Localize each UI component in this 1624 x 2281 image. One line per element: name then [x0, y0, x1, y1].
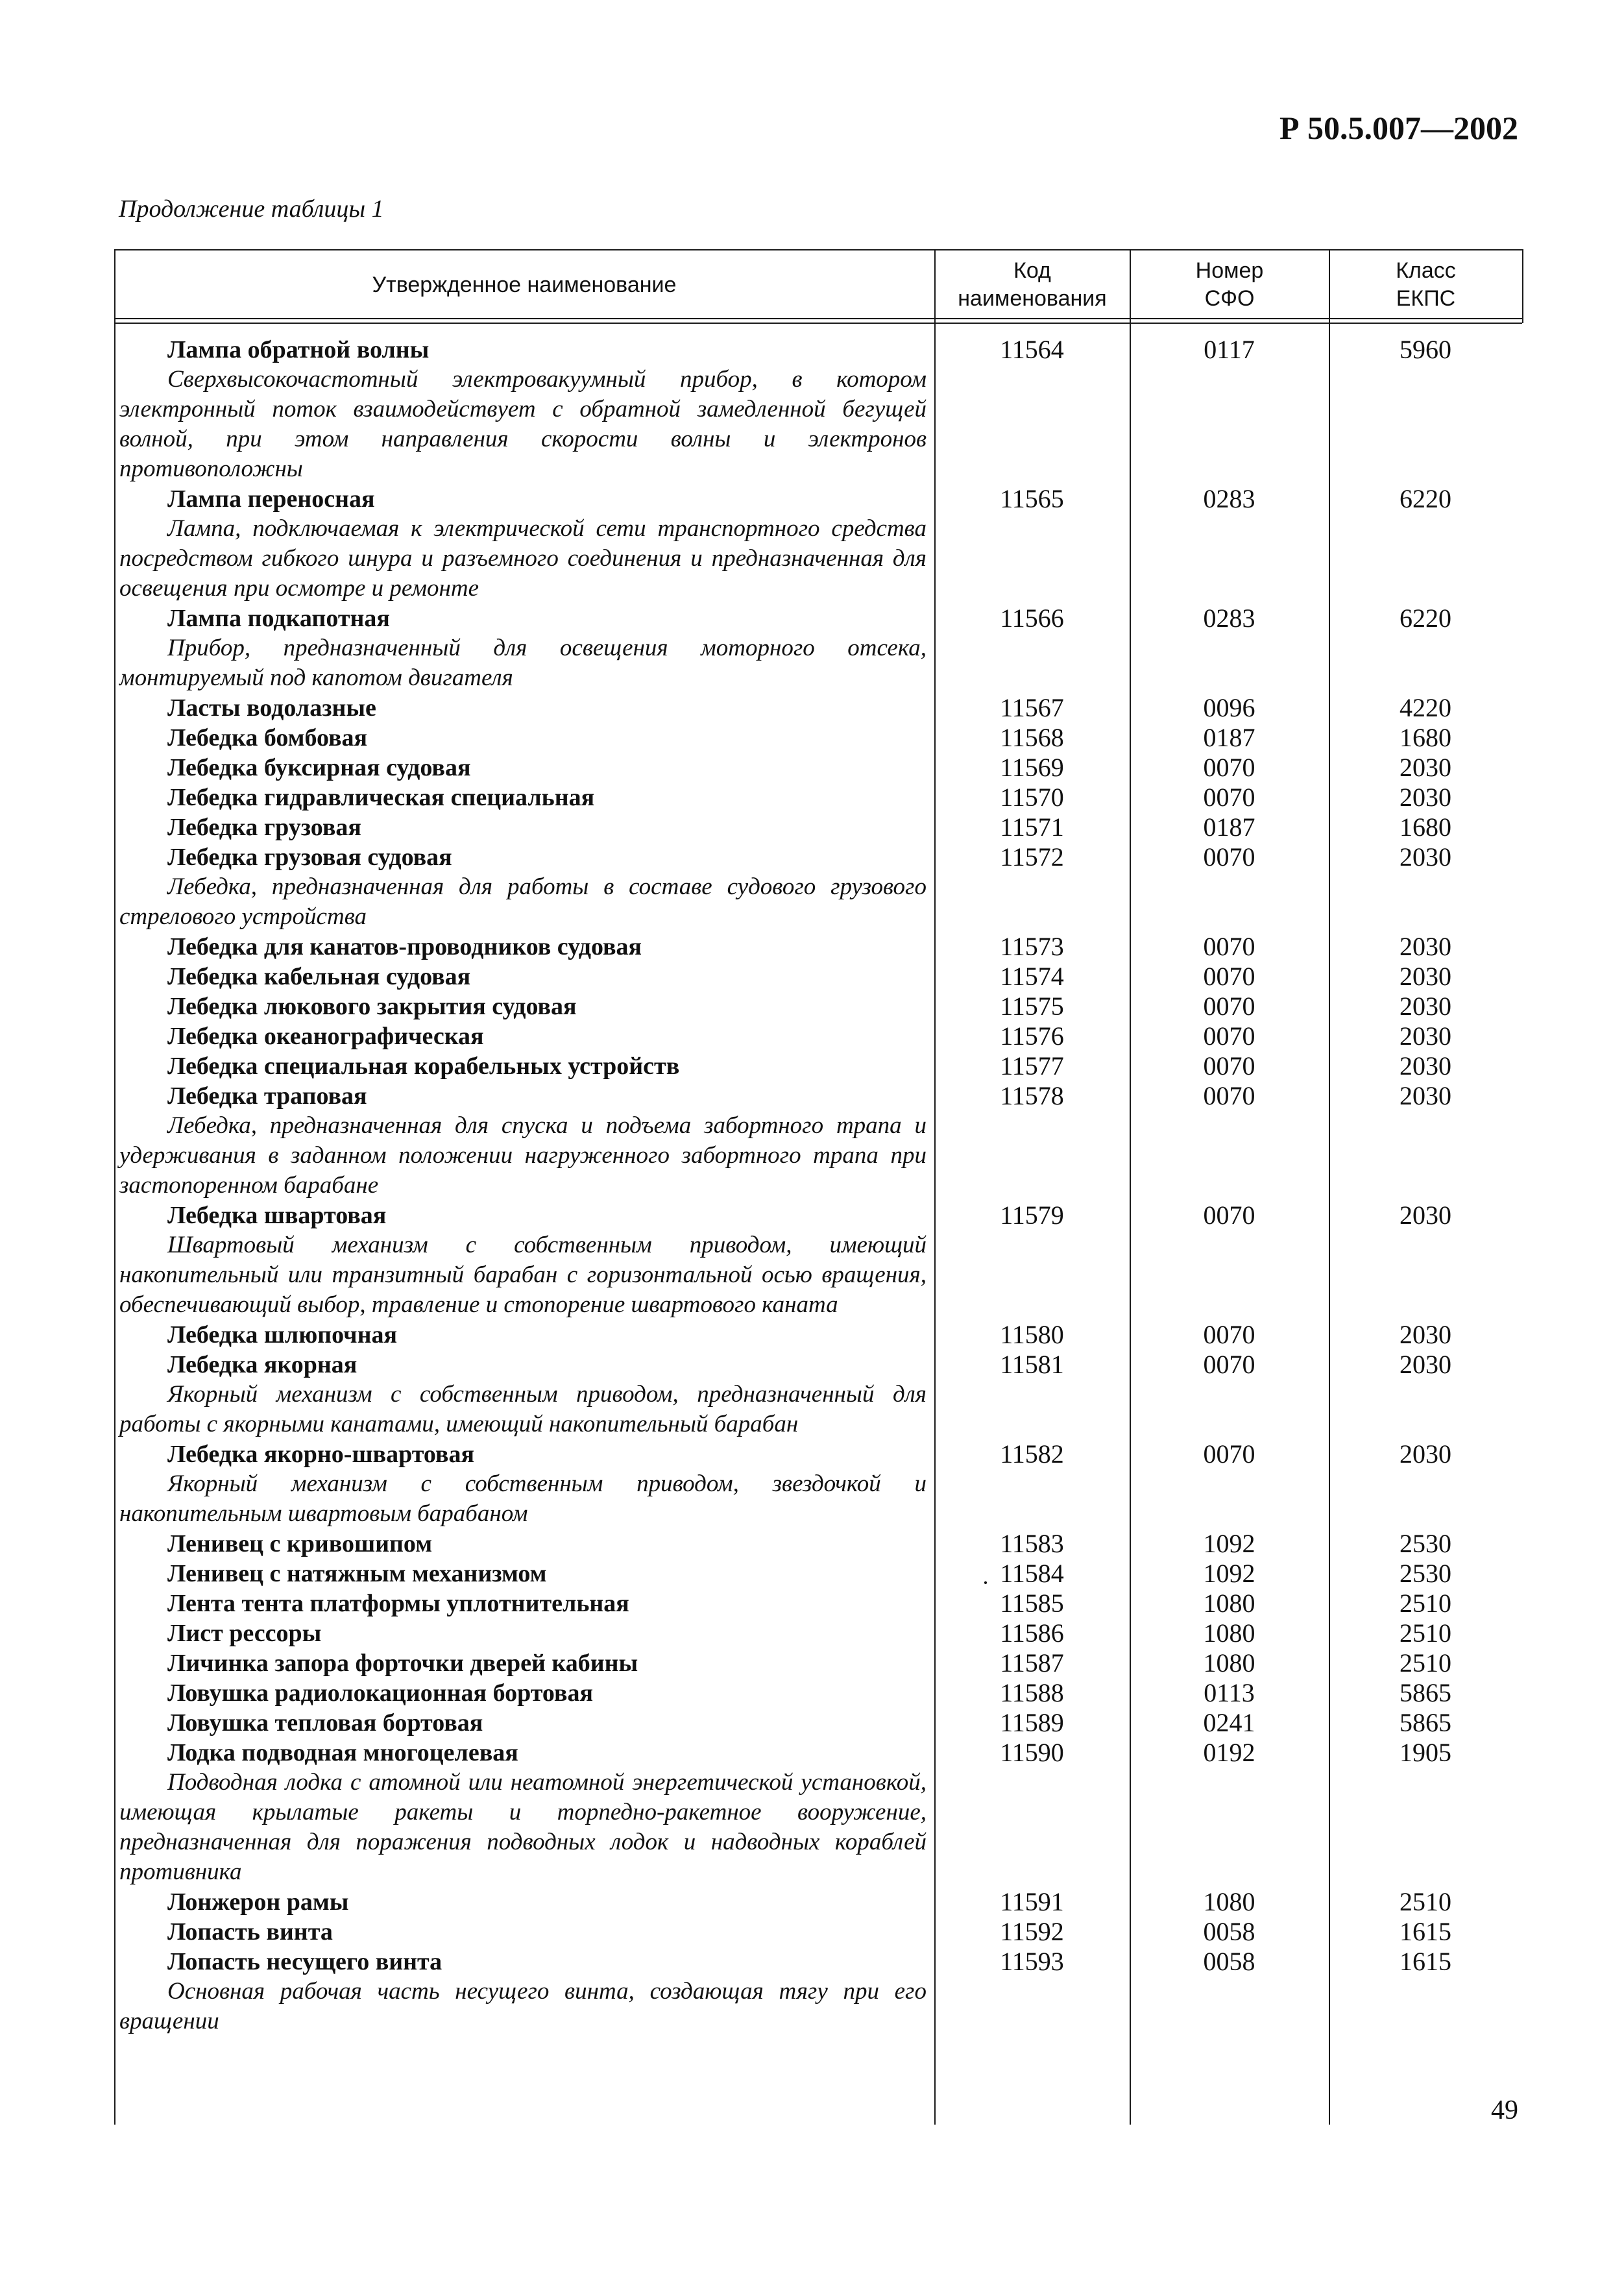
sfo-cell: 0070 [1203, 962, 1255, 991]
ekps-cell: 2030 [1400, 753, 1451, 782]
ekps-cell: 2030 [1400, 1081, 1451, 1110]
ekps-cell: 2030 [1400, 992, 1451, 1021]
code-cell: 11567 [1000, 693, 1064, 722]
term-name: Лодка подводная многоцелевая [167, 1739, 518, 1766]
table-row [114, 753, 1522, 783]
sfo-cell: 0241 [1203, 1708, 1255, 1737]
table-row [114, 1887, 1522, 1917]
code-cell: 11565 [1000, 484, 1064, 513]
name-cell [114, 783, 934, 812]
sfo-cell: 0283 [1203, 484, 1255, 513]
name-cell [114, 1678, 934, 1708]
table-row [114, 1708, 1522, 1738]
term-definition: Лебедка, предназначенная для работы в составе судового грузового стрелового устройства [119, 873, 927, 930]
term-name: Лампа переносная [167, 485, 375, 513]
table-row [114, 335, 1522, 484]
term-name: Лампа подкапотная [167, 605, 390, 632]
term-name: Ленивец с натяжным механизмом [167, 1560, 547, 1587]
ekps-cell: 2030 [1400, 1021, 1451, 1051]
table-right-border [1522, 249, 1523, 323]
sfo-cell: 1080 [1203, 1887, 1255, 1916]
ekps-cell: 2030 [1400, 1439, 1451, 1469]
name-cell [114, 1320, 934, 1350]
name-cell [114, 962, 934, 992]
sfo-cell: 1080 [1203, 1589, 1255, 1618]
table-row [114, 812, 1522, 842]
ekps-cell: 6220 [1400, 484, 1451, 513]
ekps-cell: 2030 [1400, 842, 1451, 872]
code-cell: 11571 [1000, 812, 1064, 842]
code-cell: 11568 [1000, 723, 1064, 752]
sfo-cell: 1080 [1203, 1648, 1255, 1677]
term-name: Лопасть винта [167, 1918, 333, 1946]
name-cell [114, 1350, 934, 1439]
table-row [114, 484, 1522, 604]
ekps-cell: 2530 [1400, 1559, 1451, 1588]
code-cell: 11569 [1000, 753, 1064, 782]
table-row [114, 1589, 1522, 1618]
term-definition: Подводная лодка с атомной или неатомной энергетической установкой, имеющая крылатые ракеты и торпедно-ракетное вооружение, предназначенная для поражения подводных лодок и надводных кораблей противника [119, 1769, 927, 1885]
table-row [114, 1051, 1522, 1081]
term-name: Лебедка швартовая [167, 1202, 387, 1229]
page-number: 49 [1491, 2095, 1518, 2125]
name-cell [114, 1589, 934, 1618]
code-cell: 11579 [1000, 1201, 1064, 1230]
table-row [114, 842, 1522, 932]
table-row [114, 992, 1522, 1021]
sfo-cell: 0096 [1203, 693, 1255, 722]
code-cell: 11586 [1000, 1618, 1064, 1648]
ekps-cell: 5960 [1400, 335, 1451, 364]
name-cell [114, 1648, 934, 1678]
name-cell [114, 1081, 934, 1201]
table-row [114, 1529, 1522, 1559]
ekps-cell: 2510 [1400, 1589, 1451, 1618]
term-name: Лебедка бомбовая [167, 724, 368, 751]
name-cell [114, 1529, 934, 1559]
table-row [114, 783, 1522, 812]
sfo-cell: 0187 [1203, 723, 1255, 752]
term-name: Лампа обратной волны [167, 336, 430, 363]
term-name: Ласты водолазные [167, 694, 376, 722]
name-cell [114, 992, 934, 1021]
code-cell: 11581 [1000, 1350, 1064, 1379]
sfo-cell: 0070 [1203, 932, 1255, 961]
code-cell: 11573 [1000, 932, 1064, 961]
ekps-cell: 2510 [1400, 1618, 1451, 1648]
table-row [114, 1738, 1522, 1887]
term-name: Лебедка гидравлическая специальная [167, 784, 595, 811]
code-cell: 11575 [1000, 992, 1064, 1021]
sfo-cell: 0187 [1203, 812, 1255, 842]
code-cell: 11570 [1000, 783, 1064, 812]
name-cell [114, 1559, 934, 1589]
term-name: Личинка запора форточки дверей кабины [167, 1650, 638, 1677]
term-name: Лебедка грузовая судовая [167, 844, 452, 871]
term-name: Ловушка тепловая бортовая [167, 1709, 483, 1737]
name-cell [114, 484, 934, 604]
term-definition: Сверхвысокочастотный электровакуумный прибор, в котором электронный поток взаимодействует с обратной замедленной бегущей волной, при этом направления скорости волны и электронов противоположны [119, 366, 927, 482]
name-cell [114, 1618, 934, 1648]
term-name: Лебедка люкового закрытия судовая [167, 993, 577, 1020]
code-cell: 11582 [1000, 1439, 1064, 1469]
code-cell: 11589 [1000, 1708, 1064, 1737]
sfo-cell: 0283 [1203, 604, 1255, 633]
sfo-cell: 1092 [1203, 1559, 1255, 1588]
ekps-cell: 1615 [1400, 1947, 1451, 1976]
code-cell: 11572 [1000, 842, 1064, 872]
sfo-cell: 0070 [1203, 783, 1255, 812]
term-name: Лебедка буксирная судовая [167, 754, 471, 781]
term-name: Лебедка океанографическая [167, 1023, 484, 1050]
term-definition: Лебедка, предназначенная для спуска и подъема забортного трапа и удерживания в заданном положении нагруженного забортного трапа при застопоренном барабане [119, 1112, 927, 1199]
column-header-ekps: Класс ЕКПС [1396, 258, 1456, 311]
code-cell: 11580 [1000, 1320, 1064, 1349]
table-row [114, 1678, 1522, 1708]
table-row [114, 1648, 1522, 1678]
stray-mark: · [982, 1570, 989, 1596]
table-row [114, 962, 1522, 992]
column-header-code: Код наименования [958, 258, 1107, 311]
term-name: Лента тента платформы уплотнительная [167, 1590, 629, 1617]
term-name: Лебедка якорная [167, 1351, 358, 1378]
sfo-cell: 0070 [1203, 842, 1255, 872]
name-cell [114, 723, 934, 753]
sfo-cell: 0070 [1203, 1439, 1255, 1469]
sfo-cell: 0070 [1203, 1350, 1255, 1379]
table-row [114, 1559, 1522, 1589]
ekps-cell: 2030 [1400, 1350, 1451, 1379]
name-cell [114, 1051, 934, 1081]
name-cell [114, 932, 934, 962]
term-definition: Швартовый механизм с собственным приводом, имеющий накопительный или транзитный барабан с горизонтальной осью вращения, обеспечивающий выбор, травление и стопорение швартового каната [119, 1232, 927, 1318]
code-cell: 11593 [1000, 1947, 1064, 1976]
ekps-cell: 2530 [1400, 1529, 1451, 1558]
sfo-cell: 0113 [1204, 1678, 1255, 1707]
sfo-cell: 0070 [1203, 1051, 1255, 1080]
sfo-cell: 0192 [1203, 1738, 1255, 1767]
term-name: Лопасть несущего винта [167, 1948, 442, 1975]
column-header-sfo: Номер СФО [1195, 258, 1264, 311]
name-cell [114, 1887, 934, 1917]
term-definition: Прибор, предназначенный для освещения моторного отсека, монтируемый под капотом двигателя [119, 635, 927, 691]
code-cell: 11574 [1000, 962, 1064, 991]
name-cell [114, 1947, 934, 2036]
name-cell [114, 335, 934, 484]
table-row [114, 932, 1522, 962]
term-name: Лебедка грузовая [167, 814, 361, 841]
ekps-cell: 2030 [1400, 1320, 1451, 1349]
ekps-cell: 1615 [1400, 1917, 1451, 1946]
sfo-cell: 0070 [1203, 1021, 1255, 1051]
ekps-cell: 1680 [1400, 812, 1451, 842]
term-name: Лонжерон рамы [167, 1888, 349, 1916]
code-cell: 11592 [1000, 1917, 1064, 1946]
name-cell [114, 693, 934, 723]
ekps-cell: 2030 [1400, 932, 1451, 961]
sfo-cell: 1092 [1203, 1529, 1255, 1558]
name-cell [114, 1021, 934, 1051]
table-row [114, 1320, 1522, 1350]
sfo-cell: 0058 [1203, 1947, 1255, 1976]
sfo-cell: 0117 [1204, 335, 1255, 364]
term-name: Лебедка специальная корабельных устройств [167, 1053, 680, 1080]
ekps-cell: 2030 [1400, 1201, 1451, 1230]
column-header-name: Утвержденное наименование [372, 272, 677, 297]
name-cell [114, 812, 934, 842]
sfo-cell: 0070 [1203, 1320, 1255, 1349]
ekps-cell: 6220 [1400, 604, 1451, 633]
header-rule-lower [114, 323, 1522, 324]
name-cell [114, 753, 934, 783]
table-row [114, 1081, 1522, 1201]
sfo-cell: 0070 [1203, 1081, 1255, 1110]
term-name: Ленивец с кривошипом [167, 1530, 433, 1557]
ekps-cell: 2510 [1400, 1648, 1451, 1677]
code-cell: 11590 [1000, 1738, 1064, 1767]
sfo-cell: 0070 [1203, 992, 1255, 1021]
table-row [114, 604, 1522, 693]
ekps-cell: 1905 [1400, 1738, 1451, 1767]
code-cell: 11583 [1000, 1529, 1064, 1558]
ekps-cell: 5865 [1400, 1708, 1451, 1737]
ekps-cell: 4220 [1400, 693, 1451, 722]
name-cell [114, 1708, 934, 1738]
term-name: Ловушка радиолокационная бортовая [167, 1679, 594, 1707]
sfo-cell: 0070 [1203, 753, 1255, 782]
term-definition: Якорный механизм с собственным приводом, предназначенный для работы с якорными канатами, имеющий накопительный барабан [119, 1381, 927, 1437]
name-cell [114, 1439, 934, 1529]
table-row [114, 1021, 1522, 1051]
ekps-cell: 2030 [1400, 962, 1451, 991]
code-cell: 11585 [1000, 1589, 1064, 1618]
table-body [114, 335, 1522, 2036]
term-definition: Лампа, подключаемая к электрической сети транспортного средства посредством гибкого шнура и разъемного соединения и предназначенная для освещения при осмотре и ремонте [119, 515, 927, 602]
table-continuation-caption: Продолжение таблицы 1 [119, 195, 384, 223]
ekps-cell: 2510 [1400, 1887, 1451, 1916]
ekps-cell: 2030 [1400, 1051, 1451, 1080]
code-cell: 11576 [1000, 1021, 1064, 1051]
code-cell: 11591 [1000, 1887, 1064, 1916]
ekps-cell: 2030 [1400, 783, 1451, 812]
code-cell: 11566 [1000, 604, 1064, 633]
code-cell: 11578 [1000, 1081, 1064, 1110]
term-name: Лебедка якорно-швартовая [167, 1441, 474, 1468]
table-row [114, 693, 1522, 723]
term-name: Лебедка траповая [167, 1082, 367, 1110]
table-row [114, 1201, 1522, 1320]
sfo-cell: 0058 [1203, 1917, 1255, 1946]
table-row [114, 1350, 1522, 1439]
name-cell [114, 1201, 934, 1320]
sfo-cell: 1080 [1203, 1618, 1255, 1648]
code-cell: 11587 [1000, 1648, 1064, 1677]
table-row [114, 1618, 1522, 1648]
term-name: Лебедка для канатов-проводников судовая [167, 933, 642, 960]
name-cell [114, 1738, 934, 1887]
table-row [114, 1917, 1522, 1947]
term-name: Лист рессоры [167, 1620, 322, 1647]
term-name: Лебедка кабельная судовая [167, 963, 471, 990]
classifier-table [114, 249, 1522, 2125]
table-row [114, 723, 1522, 753]
term-name: Лебедка шлюпочная [167, 1321, 398, 1348]
document-number: Р 50.5.007—2002 [1279, 110, 1518, 146]
table-row [114, 1947, 1522, 2036]
ekps-cell: 5865 [1400, 1678, 1451, 1707]
table-row [114, 1439, 1522, 1529]
term-definition: Якорный механизм с собственным приводом, звездочкой и накопительным швартовым барабаном [119, 1470, 927, 1527]
code-cell: 11564 [1000, 335, 1064, 364]
name-cell [114, 604, 934, 693]
sfo-cell: 0070 [1203, 1201, 1255, 1230]
code-cell: 11588 [1000, 1678, 1064, 1707]
name-cell [114, 1917, 934, 1947]
term-definition: Основная рабочая часть несущего винта, создающая тягу при его вращении [119, 1978, 927, 2034]
code-cell: 11577 [1000, 1051, 1064, 1080]
ekps-cell: 1680 [1400, 723, 1451, 752]
name-cell [114, 842, 934, 932]
code-cell: 11584 [1000, 1559, 1064, 1588]
